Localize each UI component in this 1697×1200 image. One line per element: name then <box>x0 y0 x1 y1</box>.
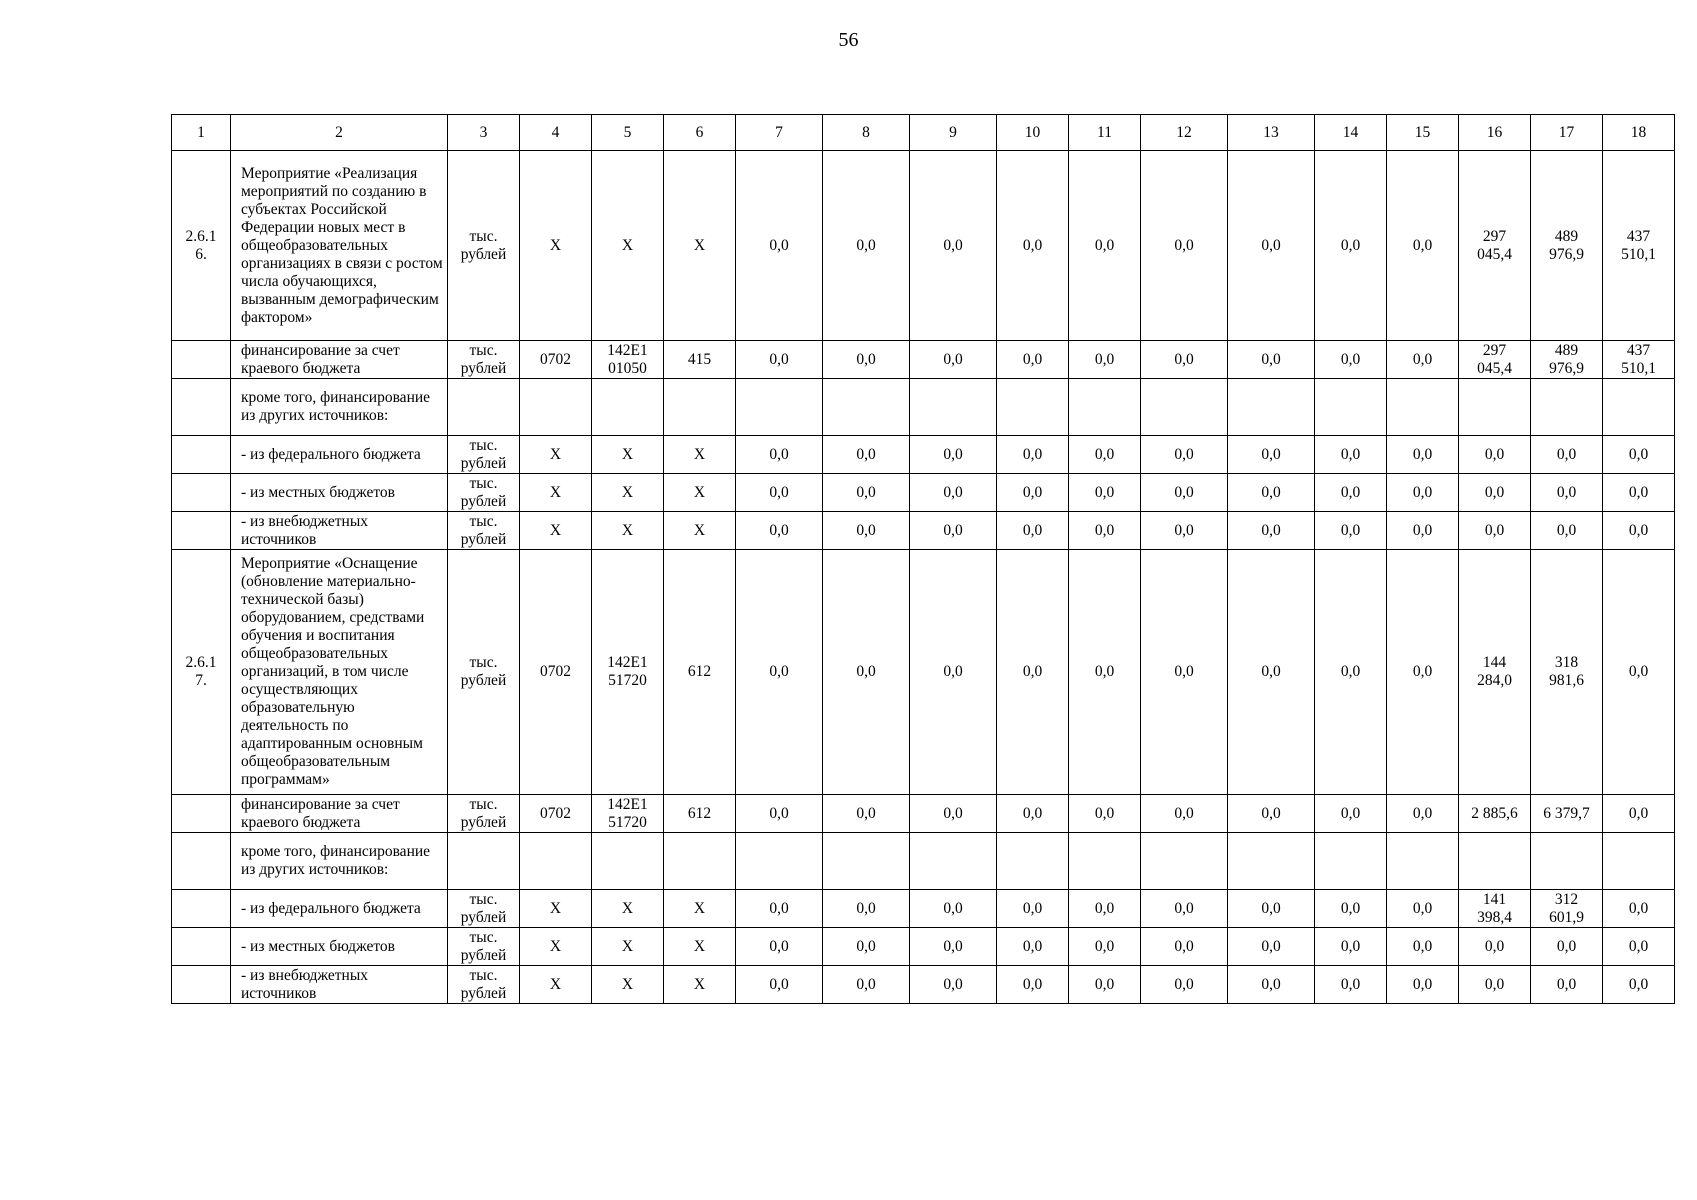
table-cell: кроме того, финансирование из других источников: <box>231 833 448 890</box>
column-header: 9 <box>910 115 997 151</box>
table-cell: X <box>664 890 736 928</box>
table-cell: 0,0 <box>823 341 910 379</box>
table-cell: 142Е1 51720 <box>592 550 664 795</box>
table-cell: 0,0 <box>1315 151 1387 341</box>
table-cell: 0,0 <box>1315 928 1387 966</box>
table-row <box>172 833 1675 890</box>
table-cell: 0,0 <box>736 890 823 928</box>
table-cell: X <box>664 474 736 512</box>
table-cell <box>664 833 736 890</box>
table-row <box>172 341 1675 379</box>
table-cell: 0,0 <box>823 966 910 1004</box>
table-cell: тыс. рублей <box>448 151 520 341</box>
table-cell: 0,0 <box>1387 512 1459 550</box>
table-cell: X <box>664 512 736 550</box>
table-cell: 0,0 <box>1141 550 1228 795</box>
table-cell: 0,0 <box>736 436 823 474</box>
table-cell: 0,0 <box>1603 436 1675 474</box>
table-cell <box>1141 833 1228 890</box>
table-cell <box>997 379 1069 436</box>
table-cell: 0,0 <box>910 966 997 1004</box>
table-cell: 0,0 <box>823 890 910 928</box>
table-cell: 318 981,6 <box>1531 550 1603 795</box>
table-cell: 0,0 <box>997 512 1069 550</box>
table-cell: 0,0 <box>1603 512 1675 550</box>
table-cell: 0,0 <box>1459 966 1531 1004</box>
table-cell <box>910 379 997 436</box>
table-cell: 0,0 <box>1387 928 1459 966</box>
column-header: 1 <box>172 115 231 151</box>
table-cell <box>448 379 520 436</box>
table-cell <box>172 795 231 833</box>
table-cell: 0,0 <box>910 436 997 474</box>
column-header: 3 <box>448 115 520 151</box>
table-cell: 0,0 <box>1069 512 1141 550</box>
table-cell: 0,0 <box>1531 436 1603 474</box>
table-cell: X <box>592 512 664 550</box>
table-cell: - из внебюджетных источников <box>231 966 448 1004</box>
table-cell: 0,0 <box>1141 512 1228 550</box>
table-cell: 0,0 <box>997 928 1069 966</box>
table-cell <box>172 890 231 928</box>
table-cell: 0,0 <box>823 474 910 512</box>
table-row <box>172 966 1675 1004</box>
table-cell: 0,0 <box>1315 341 1387 379</box>
table-cell <box>1228 833 1315 890</box>
table-cell: 0,0 <box>1387 966 1459 1004</box>
table-cell: 0,0 <box>823 795 910 833</box>
table-cell: 0,0 <box>1141 928 1228 966</box>
table-row <box>172 379 1675 436</box>
table-cell <box>448 833 520 890</box>
table-cell: 0,0 <box>1228 795 1315 833</box>
table-cell: 0,0 <box>997 474 1069 512</box>
table-cell: 489 976,9 <box>1531 341 1603 379</box>
table-row <box>172 512 1675 550</box>
table-cell: 0,0 <box>1228 550 1315 795</box>
table-cell: 0,0 <box>823 151 910 341</box>
table-cell <box>1459 833 1531 890</box>
table-cell: тыс. рублей <box>448 436 520 474</box>
table-cell: 0,0 <box>1315 890 1387 928</box>
table-cell: 0,0 <box>1069 890 1141 928</box>
table-cell <box>823 833 910 890</box>
table-cell: 0,0 <box>736 512 823 550</box>
budget-table <box>171 114 1675 1004</box>
table-cell: X <box>520 151 592 341</box>
page-number: 56 <box>838 29 859 51</box>
column-header: 8 <box>823 115 910 151</box>
table-cell: 0,0 <box>910 795 997 833</box>
column-header: 15 <box>1387 115 1459 151</box>
table-cell: 612 <box>664 550 736 795</box>
table-cell: X <box>664 151 736 341</box>
table-cell: 0,0 <box>1228 512 1315 550</box>
table-cell: 0,0 <box>1141 890 1228 928</box>
table-cell: 0,0 <box>1069 550 1141 795</box>
table-cell: 2.6.1 6. <box>172 151 231 341</box>
table-cell: 0,0 <box>997 966 1069 1004</box>
table-cell: 2 885,6 <box>1459 795 1531 833</box>
header-row <box>172 115 1675 151</box>
table-cell: 0,0 <box>997 436 1069 474</box>
table-cell: 0,0 <box>1228 890 1315 928</box>
table-cell <box>172 436 231 474</box>
table-cell: X <box>664 436 736 474</box>
table-cell: 0,0 <box>1603 890 1675 928</box>
table-cell <box>736 833 823 890</box>
table-cell: - из федерального бюджета <box>231 890 448 928</box>
table-cell <box>1603 833 1675 890</box>
table-cell: 0,0 <box>823 928 910 966</box>
table-cell: 0702 <box>520 795 592 833</box>
table-cell: 0,0 <box>910 474 997 512</box>
table-cell: 0,0 <box>1459 474 1531 512</box>
table-cell: 144 284,0 <box>1459 550 1531 795</box>
table-cell <box>520 379 592 436</box>
table-cell: 0,0 <box>1069 966 1141 1004</box>
table-cell: 0,0 <box>1069 928 1141 966</box>
table-row <box>172 474 1675 512</box>
table-cell: 0,0 <box>1315 436 1387 474</box>
table-cell: 0,0 <box>910 890 997 928</box>
table-cell: Мероприятие «Реализация мероприятий по созданию в субъектах Российской Федерации новых мест в общеобразовательных организациях в связи с ростом числа обучающихся, вызванным демографическим фактором» <box>231 151 448 341</box>
table-cell: 0,0 <box>1315 474 1387 512</box>
table-cell <box>1531 833 1603 890</box>
table-cell: X <box>592 151 664 341</box>
column-header: 2 <box>231 115 448 151</box>
table-cell <box>592 833 664 890</box>
table-cell: 297 045,4 <box>1459 341 1531 379</box>
table-cell: 0,0 <box>1531 928 1603 966</box>
table-cell: - из федерального бюджета <box>231 436 448 474</box>
column-header: 7 <box>736 115 823 151</box>
column-header: 16 <box>1459 115 1531 151</box>
table-cell: X <box>520 512 592 550</box>
table-cell: тыс. рублей <box>448 795 520 833</box>
table-cell: 0,0 <box>736 928 823 966</box>
table-cell <box>1531 379 1603 436</box>
table-cell: 0,0 <box>1315 550 1387 795</box>
table-cell: 0,0 <box>910 341 997 379</box>
table-cell: 0,0 <box>1603 474 1675 512</box>
table-cell: 0,0 <box>1141 341 1228 379</box>
table-cell: 0,0 <box>1141 474 1228 512</box>
table-cell: тыс. рублей <box>448 966 520 1004</box>
table-cell <box>1387 379 1459 436</box>
table-cell <box>1141 379 1228 436</box>
table-cell: 0,0 <box>1459 928 1531 966</box>
table-cell: X <box>520 928 592 966</box>
table-cell: 0,0 <box>1387 890 1459 928</box>
column-header: 14 <box>1315 115 1387 151</box>
table-cell: 0,0 <box>736 795 823 833</box>
table-cell: 0,0 <box>1069 436 1141 474</box>
table-cell: 142Е1 01050 <box>592 341 664 379</box>
table-cell <box>736 379 823 436</box>
table-cell: 0,0 <box>1069 474 1141 512</box>
table-row <box>172 795 1675 833</box>
table-cell <box>1069 379 1141 436</box>
table-cell: 0,0 <box>823 512 910 550</box>
table-cell <box>823 379 910 436</box>
table-cell: 2.6.1 7. <box>172 550 231 795</box>
table-cell: тыс. рублей <box>448 341 520 379</box>
column-header: 17 <box>1531 115 1603 151</box>
table-cell: - из местных бюджетов <box>231 928 448 966</box>
table-cell: 0,0 <box>1069 341 1141 379</box>
table-body <box>172 115 1675 1004</box>
table-cell <box>1069 833 1141 890</box>
table-cell <box>172 379 231 436</box>
table-cell: кроме того, финансирование из других источников: <box>231 379 448 436</box>
table-cell: 0,0 <box>1228 341 1315 379</box>
table-cell: 0,0 <box>1387 151 1459 341</box>
table-cell: X <box>592 966 664 1004</box>
table-cell: 0,0 <box>1069 795 1141 833</box>
table-cell: 0,0 <box>1387 795 1459 833</box>
table-cell: 0,0 <box>1228 151 1315 341</box>
table-cell: 297 045,4 <box>1459 151 1531 341</box>
column-header: 18 <box>1603 115 1675 151</box>
table-cell: 0,0 <box>997 341 1069 379</box>
table-cell: 0,0 <box>1228 436 1315 474</box>
table-cell: 0,0 <box>910 928 997 966</box>
table-cell: 0,0 <box>1315 795 1387 833</box>
table-cell: X <box>520 436 592 474</box>
table-cell: 415 <box>664 341 736 379</box>
table-cell: - из местных бюджетов <box>231 474 448 512</box>
table-cell: 0,0 <box>1387 550 1459 795</box>
table-cell: 0702 <box>520 341 592 379</box>
table-cell: 0,0 <box>1531 966 1603 1004</box>
column-header: 6 <box>664 115 736 151</box>
table-cell <box>172 833 231 890</box>
table-cell: 6 379,7 <box>1531 795 1603 833</box>
table-cell: 0,0 <box>1459 436 1531 474</box>
table-cell <box>664 379 736 436</box>
table-cell: 0,0 <box>1531 512 1603 550</box>
table-cell <box>172 966 231 1004</box>
table-cell: - из внебюджетных источников <box>231 512 448 550</box>
table-cell: 0,0 <box>1603 928 1675 966</box>
table-cell: 0,0 <box>736 341 823 379</box>
table-cell: 0,0 <box>1141 436 1228 474</box>
table-cell: тыс. рублей <box>448 474 520 512</box>
table-cell <box>592 379 664 436</box>
table-cell: 0,0 <box>1603 550 1675 795</box>
table-cell: X <box>592 436 664 474</box>
table-cell: 0,0 <box>736 474 823 512</box>
table-cell: X <box>664 928 736 966</box>
table-cell: 0,0 <box>1531 474 1603 512</box>
table-cell: X <box>520 474 592 512</box>
table-cell <box>910 833 997 890</box>
table-cell: 0,0 <box>1315 966 1387 1004</box>
table-cell: 0,0 <box>823 550 910 795</box>
table-cell <box>997 833 1069 890</box>
table-cell: 0,0 <box>1387 341 1459 379</box>
table-cell: 437 510,1 <box>1603 341 1675 379</box>
table-cell: 0,0 <box>1459 512 1531 550</box>
table-cell: финансирование за счет краевого бюджета <box>231 795 448 833</box>
table-cell <box>520 833 592 890</box>
table-cell: 142Е1 51720 <box>592 795 664 833</box>
table-cell <box>1315 379 1387 436</box>
table-cell: X <box>520 890 592 928</box>
table-cell <box>1387 833 1459 890</box>
table-cell: X <box>592 474 664 512</box>
table-cell: X <box>664 966 736 1004</box>
table-cell: 0,0 <box>1603 795 1675 833</box>
table-cell: тыс. рублей <box>448 550 520 795</box>
table-row <box>172 151 1675 341</box>
table-cell: 0,0 <box>1228 928 1315 966</box>
table-cell: 437 510,1 <box>1603 151 1675 341</box>
table-cell <box>1603 379 1675 436</box>
table-cell: 0,0 <box>736 151 823 341</box>
table-cell: X <box>520 966 592 1004</box>
table-cell: X <box>592 890 664 928</box>
table-cell <box>172 341 231 379</box>
table-row <box>172 890 1675 928</box>
table-cell: X <box>592 928 664 966</box>
table-cell <box>1228 379 1315 436</box>
column-header: 13 <box>1228 115 1315 151</box>
column-header: 10 <box>997 115 1069 151</box>
table-cell: тыс. рублей <box>448 512 520 550</box>
table-row <box>172 436 1675 474</box>
table-cell: Мероприятие «Оснащение (обновление материально-технической базы) оборудованием, средствами обучения и воспитания общеобразовательных организаций, в том числе осуществляющих образовательную деятельность по адаптированным основным общеобразовательным программам» <box>231 550 448 795</box>
table-cell: 312 601,9 <box>1531 890 1603 928</box>
table-cell: 0,0 <box>823 436 910 474</box>
table-cell: 0,0 <box>1141 151 1228 341</box>
table-cell: 0,0 <box>1141 966 1228 1004</box>
table-cell: 0,0 <box>997 795 1069 833</box>
table-cell: 0,0 <box>1228 966 1315 1004</box>
table-cell: 0,0 <box>1228 474 1315 512</box>
column-header: 4 <box>520 115 592 151</box>
table-cell: финансирование за счет краевого бюджета <box>231 341 448 379</box>
table-cell: 0,0 <box>997 151 1069 341</box>
table-cell: 489 976,9 <box>1531 151 1603 341</box>
table-cell: тыс. рублей <box>448 890 520 928</box>
column-header: 5 <box>592 115 664 151</box>
table-cell: 0,0 <box>1387 436 1459 474</box>
table-cell: 0,0 <box>910 512 997 550</box>
table-cell: 0,0 <box>1603 966 1675 1004</box>
table-cell: 0,0 <box>997 550 1069 795</box>
table-row <box>172 928 1675 966</box>
table-cell: 0,0 <box>736 550 823 795</box>
table-cell: 0,0 <box>1069 151 1141 341</box>
column-header: 12 <box>1141 115 1228 151</box>
column-header: 11 <box>1069 115 1141 151</box>
table-cell: 0702 <box>520 550 592 795</box>
table-cell: 0,0 <box>736 966 823 1004</box>
table-cell: 0,0 <box>1387 474 1459 512</box>
table-cell: 0,0 <box>1315 512 1387 550</box>
table-cell <box>172 928 231 966</box>
table-cell: 0,0 <box>910 550 997 795</box>
table-cell: 0,0 <box>997 890 1069 928</box>
table-cell: 612 <box>664 795 736 833</box>
table-cell: 0,0 <box>1141 795 1228 833</box>
table-row <box>172 550 1675 795</box>
table-cell <box>172 474 231 512</box>
table-cell <box>172 512 231 550</box>
table-cell <box>1459 379 1531 436</box>
table-cell: 141 398,4 <box>1459 890 1531 928</box>
table-cell <box>1315 833 1387 890</box>
table-cell: 0,0 <box>910 151 997 341</box>
table-cell: тыс. рублей <box>448 928 520 966</box>
